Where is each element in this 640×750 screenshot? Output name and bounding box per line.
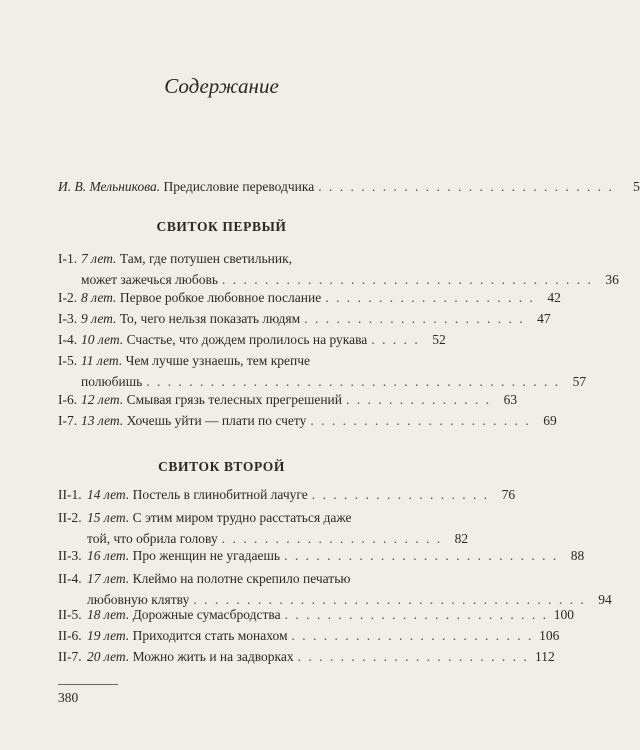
entry-number: II-4. bbox=[58, 571, 82, 586]
entry-number: I-7. bbox=[58, 413, 78, 428]
entry-title: Про женщин не угадаешь bbox=[132, 548, 281, 563]
page-ref: 47 bbox=[537, 311, 551, 326]
entry-title: С этим миром трудно расстаться даже bbox=[132, 510, 352, 525]
entry-title: Приходится стать монахом bbox=[132, 628, 288, 643]
footer-rule bbox=[58, 684, 118, 685]
preface-author: И. В. Мельникова. bbox=[58, 179, 161, 194]
entry-age: 7 лет. bbox=[81, 251, 117, 266]
page-ref: 106 bbox=[539, 628, 560, 643]
entry-age: 17 лет. bbox=[87, 571, 130, 586]
entry-title: Хочешь уйти — плати по счету bbox=[126, 413, 307, 428]
entry-number: II-2. bbox=[58, 510, 82, 525]
page-ref: 88 bbox=[570, 548, 585, 563]
page-ref: 42 bbox=[547, 290, 561, 305]
page-ref: 69 bbox=[543, 413, 557, 428]
entry-age: 20 лет. bbox=[87, 649, 130, 664]
entry-title-cont: той, что обрила голову bbox=[87, 531, 218, 546]
entry-age: 12 лет. bbox=[81, 392, 124, 407]
leader-dots: . . . . . . . . . . . . . . . . . . . . . . . . . . . . . . . . . . . bbox=[222, 272, 593, 287]
page-ref: 36 bbox=[605, 272, 619, 287]
page-ref: 57 bbox=[572, 374, 587, 389]
page-ref: 100 bbox=[553, 607, 574, 622]
preface-title: Предисловие переводчика bbox=[163, 179, 315, 194]
entry-age: 8 лет. bbox=[81, 290, 117, 305]
leader-dots: . . . . . . . . . . . . . . . . . . . . . . . . . . . . bbox=[318, 179, 614, 194]
entry-title: То, чего нельзя показать людям bbox=[119, 311, 301, 326]
entry-number: II-5. bbox=[58, 607, 82, 622]
entry-number: I-5. bbox=[58, 353, 78, 368]
entry-number: II-7. bbox=[58, 649, 82, 664]
entry-number: II-1. bbox=[58, 487, 82, 502]
entry-age: 9 лет. bbox=[81, 311, 117, 326]
entry-age: 14 лет. bbox=[87, 487, 130, 502]
entry-title: Дорожные сумасбродства bbox=[132, 607, 281, 622]
entry-number: I-2. bbox=[58, 290, 78, 305]
leader-dots: . . . . . . . . . . . . . . . . . . . . . bbox=[221, 531, 443, 546]
leader-dots: . . . . . . . . . . . . . . . . . . . . . . . . . . . . . . . . . . . . . bbox=[193, 592, 586, 607]
entry-title: Клеймо на полотне скрепило печатью bbox=[132, 571, 351, 586]
page-ref: 82 bbox=[454, 531, 469, 546]
entry-title-cont: любовную клятву bbox=[87, 592, 190, 607]
entry-title: Постель в глинобитной лачуге bbox=[132, 487, 308, 502]
entry-age: 16 лет. bbox=[87, 548, 130, 563]
entry-title: Смывая грязь телесных прегрешений bbox=[126, 392, 343, 407]
entry-age: 10 лет. bbox=[81, 332, 124, 347]
page-ref: 112 bbox=[534, 649, 555, 664]
leader-dots: . . . . . . . . . . . . . . . . . . . . . . bbox=[297, 649, 529, 664]
page-ref: 94 bbox=[598, 592, 612, 607]
entry-age: 18 лет. bbox=[87, 607, 130, 622]
page-number: 380 bbox=[58, 690, 79, 705]
entry-title: Чем лучше узнаешь, тем крепче bbox=[125, 353, 311, 368]
entry-age: 11 лет. bbox=[81, 353, 123, 368]
entry-number: I-1. bbox=[58, 251, 78, 266]
leader-dots: . . . . . . . . . . . . . . . . . . . . bbox=[325, 290, 535, 305]
leader-dots: . . . . . . . . . . . . . . . . . . . . . bbox=[310, 413, 531, 428]
entry-number: I-4. bbox=[58, 332, 78, 347]
leader-dots: . . . . . . . . . . . . . . . . . . . . . . . . . . . . . . . . . . . . . . . bbox=[146, 374, 561, 389]
entry-title: Первое робкое любовное послание bbox=[119, 290, 322, 305]
entry-title-cont: полюбишь bbox=[81, 374, 143, 389]
page-ref: 52 bbox=[432, 332, 446, 347]
entry-title: Можно жить и на задворках bbox=[132, 649, 294, 664]
entry-title: Счастье, что дождем пролилось на рукава bbox=[126, 332, 368, 347]
entry-age: 15 лет. bbox=[87, 510, 130, 525]
entry-age: 13 лет. bbox=[81, 413, 124, 428]
entry-number: II-6. bbox=[58, 628, 82, 643]
entry-title-cont: может зажечься любовь bbox=[81, 272, 218, 287]
leader-dots: . . . . . . . . . . . . . . . . . . . . . . . . . . bbox=[284, 548, 559, 563]
page-ref: 63 bbox=[503, 392, 518, 407]
section-heading-1: СВИТОК ПЕРВЫЙ bbox=[156, 219, 287, 234]
contents-title: Содержание bbox=[164, 74, 279, 98]
entry-number: I-3. bbox=[58, 311, 78, 326]
leader-dots: . . . . . . . . . . . . . . . . . bbox=[311, 487, 490, 502]
page-ref: 5 bbox=[633, 179, 640, 194]
leader-dots: . . . . . . . . . . . . . . . . . . . . . . . bbox=[291, 628, 534, 643]
entry-number: I-6. bbox=[58, 392, 78, 407]
leader-dots: . . . . . . . . . . . . . . . . . . . . . . . . . bbox=[284, 607, 548, 622]
page-ref: 76 bbox=[501, 487, 516, 502]
entry-age: 19 лет. bbox=[87, 628, 130, 643]
entry-title: Там, где потушен светильник, bbox=[119, 251, 293, 266]
leader-dots: . . . . . bbox=[371, 332, 420, 347]
leader-dots: . . . . . . . . . . . . . . . . . . . . . bbox=[304, 311, 525, 326]
leader-dots: . . . . . . . . . . . . . . bbox=[346, 392, 492, 407]
entry-number: II-3. bbox=[58, 548, 82, 563]
section-heading-2: СВИТОК ВТОРОЙ bbox=[158, 459, 285, 474]
